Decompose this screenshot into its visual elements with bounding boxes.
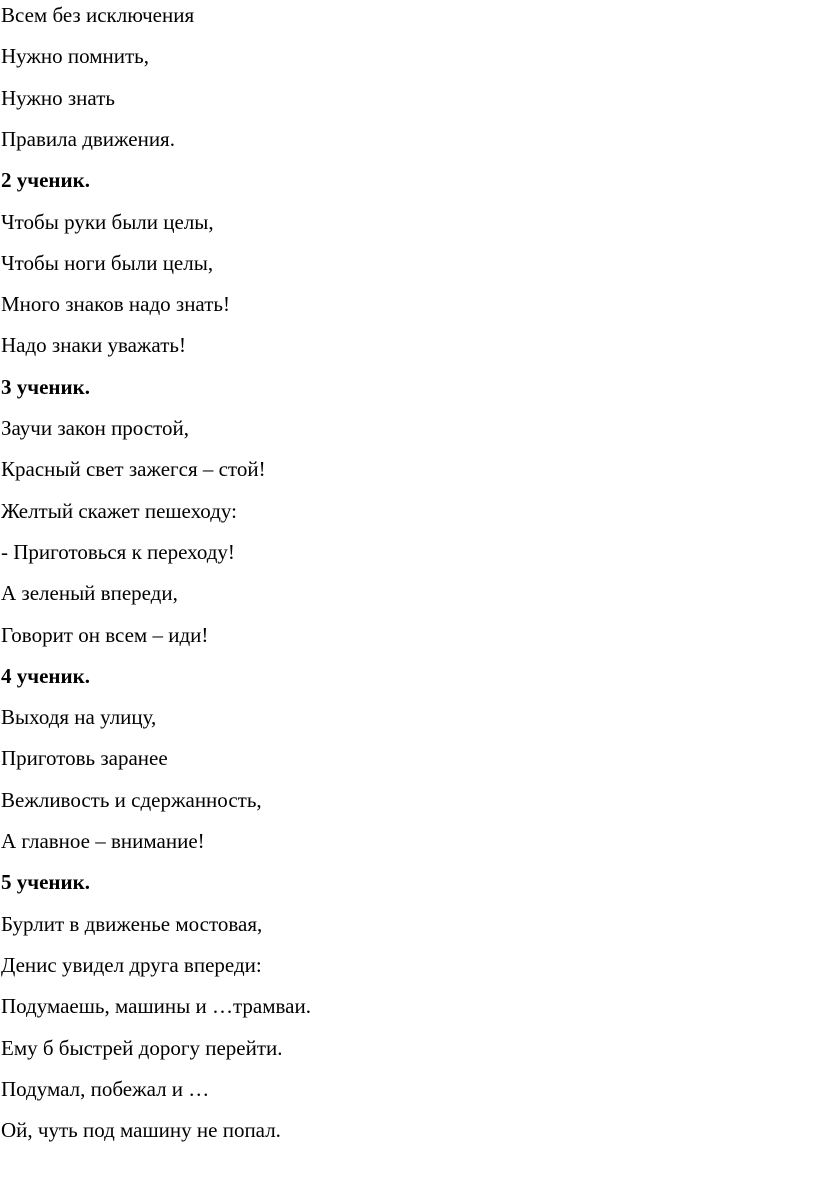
poem-line: Говорит он всем – иди! — [1, 623, 209, 647]
poem-line: Подумал, побежал и … — [1, 1077, 210, 1101]
poem-line: Желтый скажет пешеходу: — [1, 499, 237, 523]
poem-line: Приготовь заранее — [1, 746, 168, 770]
poem-line: Вежливость и сдержанность, — [1, 788, 262, 812]
poem-line: Надо знаки уважать! — [1, 333, 186, 357]
poem-line: Ему б быстрей дорогу перейти. — [1, 1036, 283, 1060]
poem-line: - Приготовься к переходу! — [1, 540, 235, 564]
poem-line: Чтобы руки были целы, — [1, 210, 214, 234]
poem-line: Подумаешь, машины и …трамваи. — [1, 994, 311, 1018]
poem-line: Бурлит в движенье мостовая, — [1, 912, 263, 936]
poem-line: А зеленый впереди, — [1, 581, 178, 605]
poem-line: Всем без исключения — [1, 3, 195, 27]
poem-line: Ой, чуть под машину не попал. — [1, 1118, 281, 1142]
poem-line: Много знаков надо знать! — [1, 292, 230, 316]
speaker-heading: 5 ученик. — [1, 870, 90, 894]
poem-line: Заучи закон простой, — [1, 416, 190, 440]
poem-line: Выходя на улицу, — [1, 705, 157, 729]
poem-line: Красный свет зажегся – стой! — [1, 457, 266, 481]
poem-line: Нужно помнить, — [1, 44, 149, 68]
poem-line: Правила движения. — [1, 127, 175, 151]
poem-line: Денис увидел друга впереди: — [1, 953, 262, 977]
poem-line: Нужно знать — [1, 86, 115, 110]
poem-line: А главное – внимание! — [1, 829, 205, 853]
speaker-heading: 3 ученик. — [1, 375, 90, 399]
speaker-heading: 4 ученик. — [1, 664, 90, 688]
poem-line: Чтобы ноги были целы, — [1, 251, 214, 275]
speaker-heading: 2 ученик. — [1, 168, 90, 192]
